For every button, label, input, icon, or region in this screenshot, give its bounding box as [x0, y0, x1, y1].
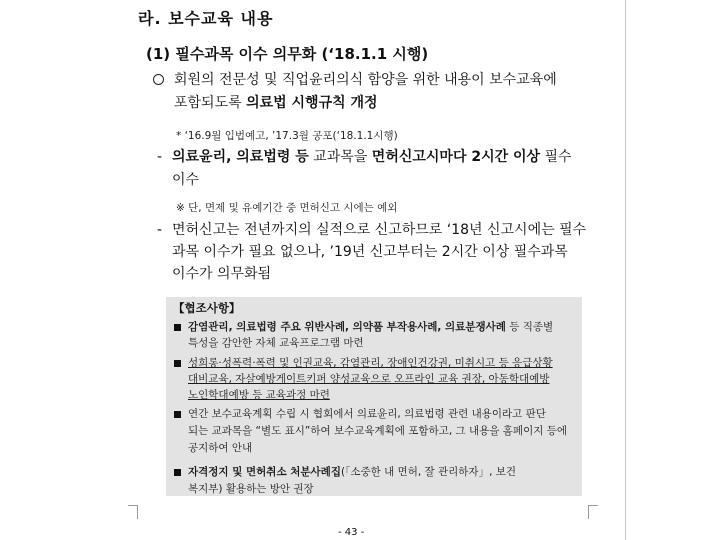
note-2: ※ 단, 면제 및 유예기간 중 면허신고 시에는 예외: [176, 202, 398, 214]
para3-line1: 면허신고는 전년까지의 실적으로 신고하므로 ‘18년 신고시에는 필수: [172, 222, 587, 238]
box-item1-line2: 특성을 감안한 자체 교육프로그램 마련: [188, 337, 364, 349]
section-title: 라. 보수교육 내용: [138, 9, 274, 28]
dash-bullet-2: -: [157, 222, 163, 238]
footnote-1: * ‘16.9월 입법예고, ’17.3월 공포(‘18.1.1시행): [176, 130, 398, 142]
para1-line2: [174, 92, 378, 114]
square-bullet-icon: [174, 324, 181, 331]
box-item2-line3: 노인학대예방 등 교육과정 마련: [188, 389, 330, 401]
square-bullet-icon: [174, 360, 181, 367]
box-item2-line1: 성희롱·성폭력·폭력 및 인권교육, 감염관리, 장애인건강권, 미취시고 등 응급상황: [188, 357, 553, 369]
para2-line2: 이수: [172, 172, 200, 188]
box-item1-bold: 감염관리, 의료법령 주요 위반사례, 의약품 부작용사례, 의료분쟁사례: [188, 321, 506, 333]
para2-line1: [172, 146, 572, 168]
para2-bold-2: 면허신고시마다 2시간 이상: [371, 149, 541, 165]
para2-plain-2: 필수: [540, 149, 572, 165]
page-number: - 43 -: [338, 527, 365, 538]
page-edge-line: [625, 0, 626, 540]
box-item4-line2: 복지부) 활용하는 방안 권장: [188, 483, 314, 495]
crop-mark-left: [128, 505, 138, 519]
box-item3-line2: 되는 교과목을 “별도 표시”하여 보수교육계획에 포함하고, 그 내용을 홈페이지 등에: [188, 425, 567, 437]
sub-title: (1) 필수과목 이수 의무화 (‘18.1.1 시행): [146, 45, 429, 63]
para3-line2: 과목 이수가 필요 없으나, ’19년 신고부터는 2시간 이상 필수과목: [172, 244, 568, 260]
box-item4-plain: (「소중한 내 면허, 잘 관리하자」, 보건: [340, 466, 517, 478]
box-item1-plain: 등 직종별: [505, 321, 554, 333]
box-title: 【협조사항】: [173, 301, 241, 315]
crop-mark-right: [588, 505, 598, 519]
square-bullet-icon: [174, 469, 181, 476]
box-item3-line3: 공지하여 안내: [188, 442, 253, 454]
dash-bullet-1: -: [157, 149, 163, 165]
para3-line3: 이수가 의무화됨: [172, 266, 272, 282]
circle-bullet-icon: [153, 74, 164, 85]
box-item1-line1: [188, 319, 553, 335]
box-item4-bold: 자격정지 및 면허취소 처분사례집: [188, 466, 341, 478]
square-bullet-icon: [174, 411, 181, 418]
box-item3-line1: 연간 보수교육계획 수립 시 협회에서 의료윤리, 의료법령 관련 내용이라고 판단: [188, 408, 546, 420]
para1-line1: 회원의 전문성 및 직업윤리의식 함양을 위한 내용이 보수교육에: [174, 72, 557, 88]
box-item2-line2: 대비교육, 자살예방게이트키퍼 양성교육으로 오프라인 교육 권장, 아동학대예방: [188, 373, 550, 385]
para1-line2-plain: 포함되도록: [174, 95, 247, 111]
para1-line2-bold: 의료법 시행규칙 개정: [246, 95, 378, 111]
para2-plain-1: 교과목을: [308, 149, 372, 165]
box-item4-line1: [188, 464, 516, 480]
para2-bold-1: 의료윤리, 의료법령 등: [172, 149, 309, 165]
